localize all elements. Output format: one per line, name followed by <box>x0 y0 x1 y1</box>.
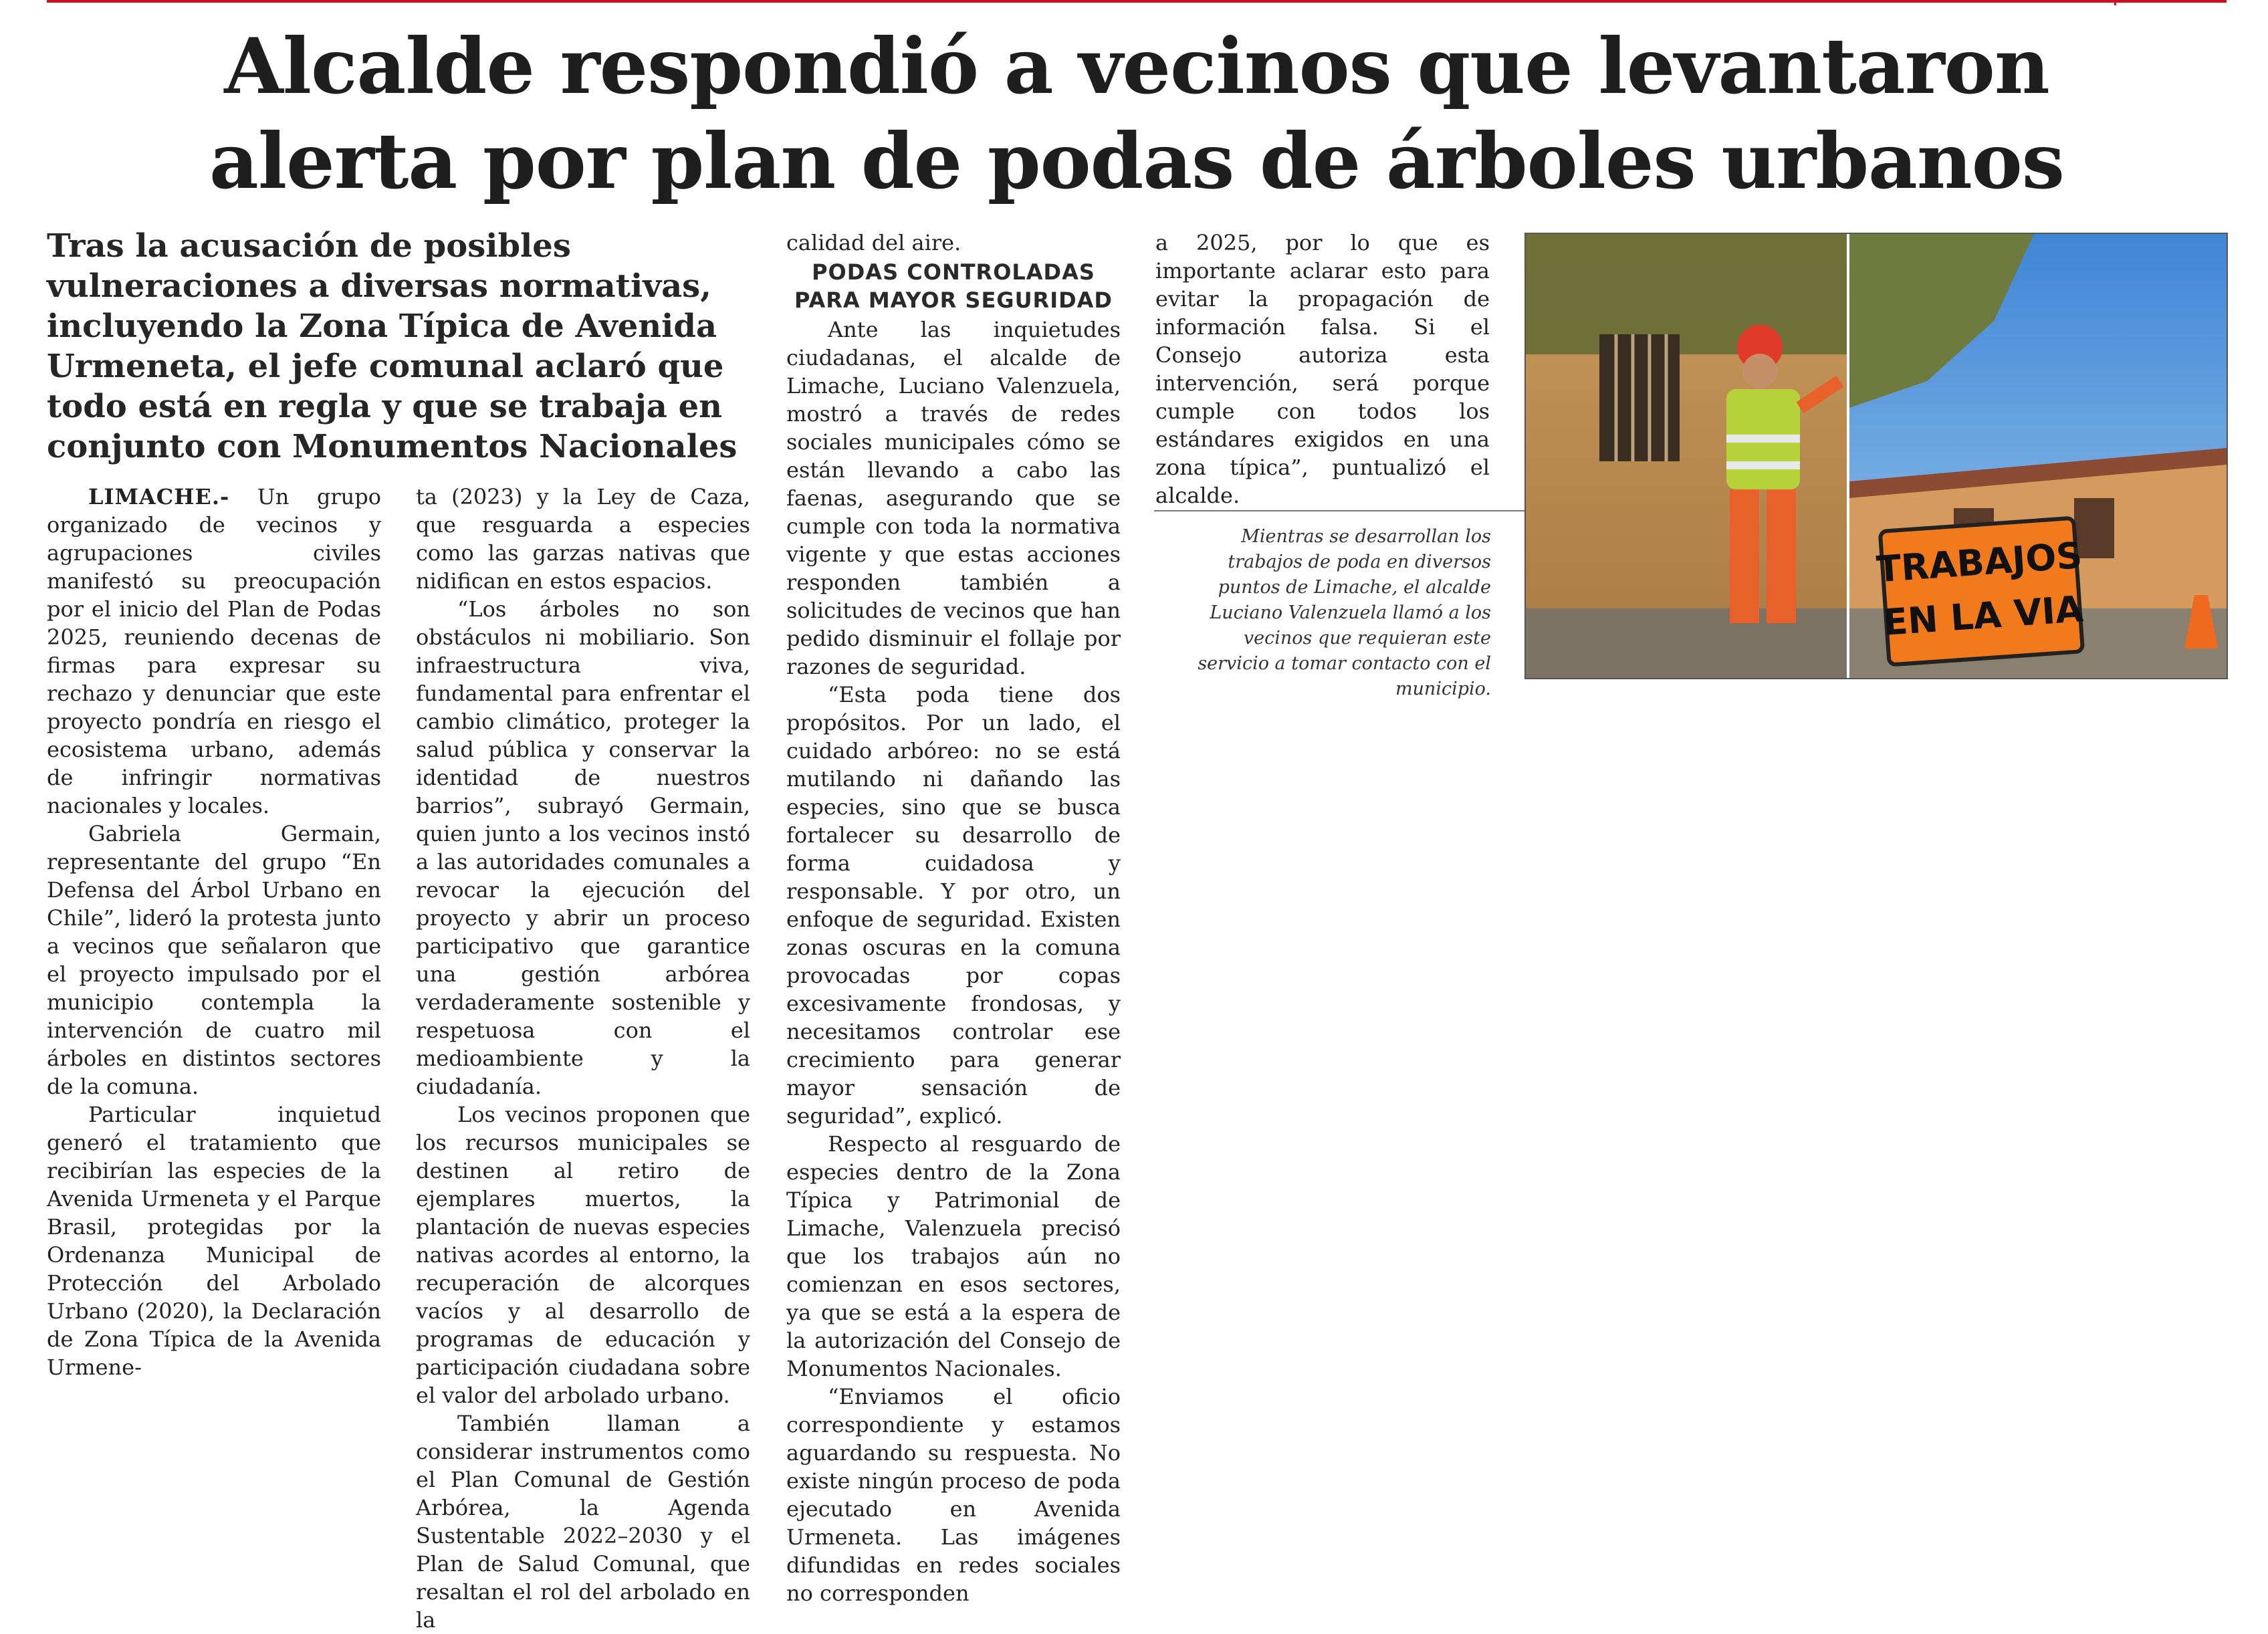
article-paragraph: Gabriela Germain, representante del grupo “En Defensa del Árbol Urbano en Chile”, lideró la protesta junto a vecinos que señalaron que el proyecto impulsado por el municipio contempla la intervención de cuatro mil árboles en distintos sectores de la comuna. <box>47 821 381 1099</box>
top-rule <box>47 0 2227 3</box>
article-paragraph: calidad del aire. <box>786 230 961 255</box>
road-sign <box>1874 517 2089 665</box>
article-column-1 <box>47 483 381 1381</box>
article-paragraph: LIMACHE.- Un grupo organizado de vecinos y agrupaciones civiles manifestó su preocupación por el inicio del Plan de Podas 2025, reuniendo decenas de firmas para expresar su rechazo y denunciar que este proyecto pondría en riesgo el ecosistema urbano, además de infringir normativas nacionales y locales. <box>47 484 382 818</box>
caption-divider <box>1154 510 1526 511</box>
headline <box>53 19 2220 209</box>
sidewalk <box>1526 608 1847 678</box>
article-paragraph: Respecto al resguardo de especies dentro de la Zona Típica y Patrimonial de Limache, Valenzuela precisó que los trabajos aún no comienzan en esos sectores, ya que se está a la espera de la autorización del Consejo de Monumentos Nacionales. <box>786 1131 1121 1381</box>
article-paragraph: ta (2023) y la Ley de Caza, que resguarda a especies como las garzas nativas que nidifican en estos espacios. <box>416 484 750 594</box>
tree-foliage <box>1526 234 1847 354</box>
vest-stripe <box>1726 435 1800 443</box>
news-photo <box>1524 233 2228 679</box>
article-paragraph: a 2025, por lo que es importante aclarar esto para evitar la propagación de información falsa. Si el Consejo autoriza esta intervención, será porque cumple con todos los estándares exigidos en una zona típica”, puntualizó el alcalde. <box>1155 230 1490 508</box>
photo-illustration <box>1526 234 2227 678</box>
article-paragraph: “Esta poda tiene dos propósitos. Por un lado, el cuidado arbóreo: no se está mutilando ni dañando las especies, sino que se busca fortalecer su desarrollo de forma cuidadosa y responsable. Y por otro, un enfoque de seguridad. Existen zonas oscuras en la comuna provocadas por copas excesivamente frondosas, y necesitamos controlar ese crecimiento para generar mayor sensación de seguridad”, explicó. <box>786 682 1121 1129</box>
lead-paragraph: Tras la acusación de posibles vulneraciones a diversas normativas, incluyendo la Zona Típica de Avenida Urmeneta, el jefe comunal aclaró que todo está en regla y que se trabaja en conjunto con Monumentos Nacionales <box>47 227 738 465</box>
article-column-3 <box>786 229 1121 1607</box>
article-paragraph: Ante las inquietudes ciudadanas, el alcalde de Limache, Luciano Valenzuela, mostró a través de redes sociales municipales cómo se están llevando a cabo las faenas, asegurando que se cumple con toda la normativa vigente y que estas acciones responden también a solicitudes de vecinos que han pedido disminuir el follaje por razones de seguridad. <box>786 317 1121 679</box>
dateline: LIMACHE.- <box>88 484 230 509</box>
headline-line-1: Alcalde respondió a vecinos que levantaron <box>224 21 2049 111</box>
sign-text-2: EN LA VIA <box>1882 588 2085 644</box>
article-paragraph: “Los árboles no son obstáculos ni mobiliario. Son infraestructura viva, fundamental para enfrentar el cambio climático, proteger la salud pública y conservar la identidad de nuestros barrios”, subrayó Germain, quien junto a los vecinos instó a las autoridades comunales a revocar la ejecución del proyecto y abrir un proceso participativo que garantice una gestión arbórea verdaderamente sostenible y respetuosa con el medioambiente y la ciudadanía. <box>416 596 750 1099</box>
headline-line-2: alerta por plan de podas de árboles urbanos <box>209 116 2064 206</box>
article-paragraph: También llaman a considerar instrumentos como el Plan Comunal de Gestión Arbórea, la Agenda Sustentable 2022–2030 y el Plan de Salud Comunal, que resaltan el rol del arbolado en la <box>416 1411 750 1633</box>
article-paragraph: “Enviamos el oficio correspondiente y estamos aguardando su respuesta. No existe ningún proceso de poda ejecutado en Avenida Urmeneta. Las imágenes difundidas en redes sociales no corresponden <box>786 1384 1121 1606</box>
article-paragraph: Particular inquietud generó el tratamiento que recibirían las especies de la Avenida Urmeneta y el Parque Brasil, protegidas por la Ordenanza Municipal de Protección del Arbolado Urbano (2020), la Declaración de Zona Típica de la Avenida Urmene- <box>47 1102 381 1380</box>
top-rule-tick <box>2114 0 2116 5</box>
photo-split <box>1847 234 1849 678</box>
vest-stripe <box>1726 461 1800 469</box>
section-subhead: PODAS CONTROLADAS PARA MAYOR SEGURIDAD <box>794 259 1113 313</box>
worker-leg-right <box>1767 489 1796 623</box>
worker-face <box>1742 354 1777 388</box>
photo-caption: Mientras se desarrollan los trabajos de poda en diversos puntos de Limache, el alcalde Luciano Valenzuela llamó a los vecinos que requieran este servicio a tomar contacto con el municipio. <box>1198 526 1491 699</box>
article-paragraph: Los vecinos proponen que los recursos municipales se destinen al retiro de ejemplares muertos, la plantación de nuevas especies nativas acordes al entorno, la recuperación de alcorques vacíos y al desarrollo de programas de educación y participación ciudadana sobre el valor del arbolado urbano. <box>416 1102 750 1408</box>
article-column-2 <box>416 483 750 1634</box>
worker-leg-left <box>1730 489 1759 623</box>
article-column-4 <box>1155 229 1490 509</box>
sign-text-1: TRABAJOS <box>1875 534 2084 591</box>
